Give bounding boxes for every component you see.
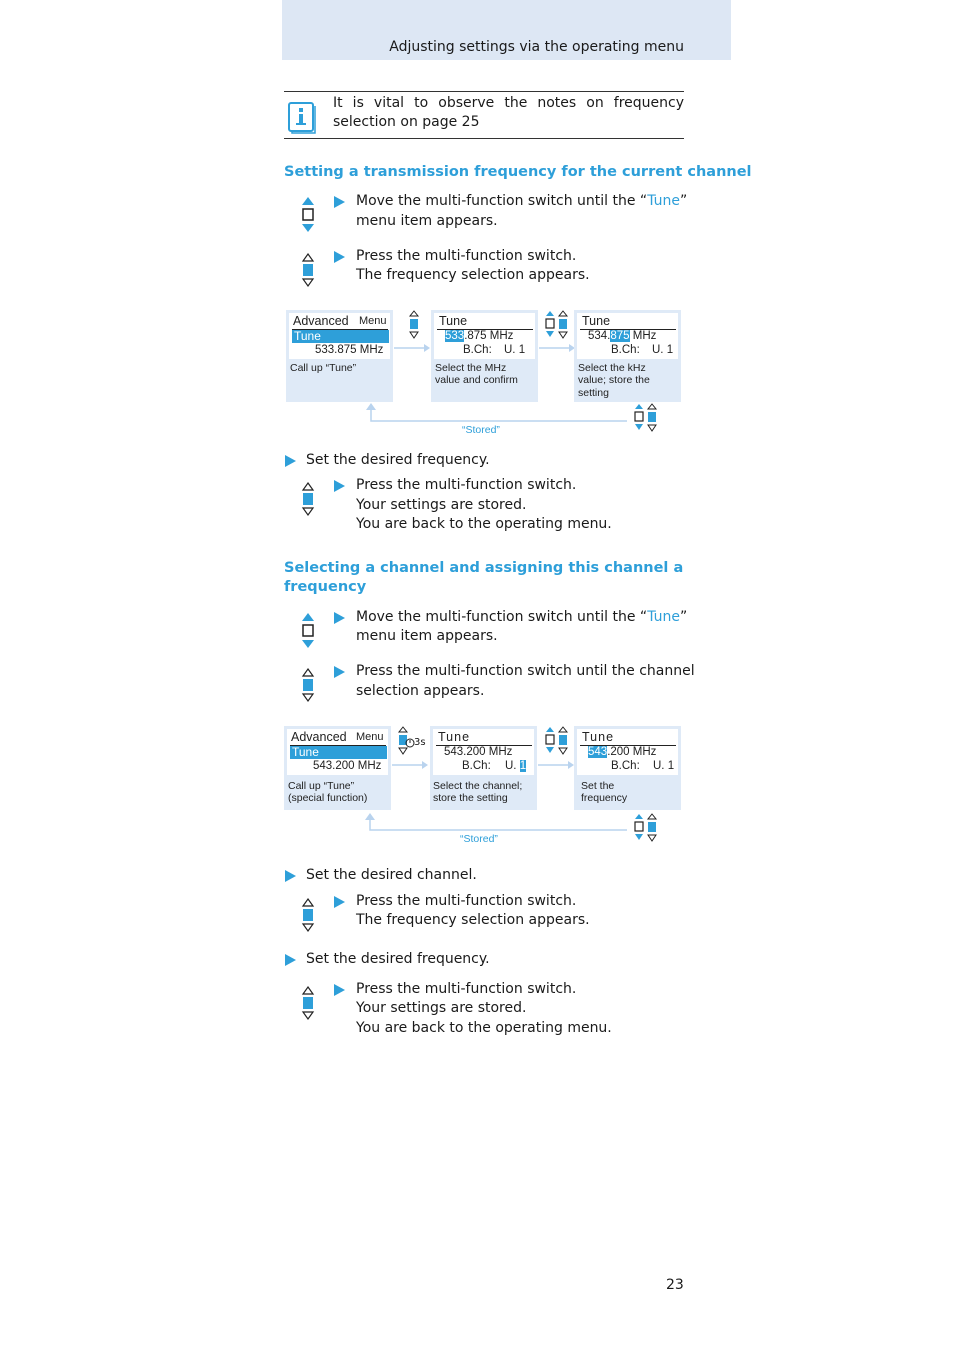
step-text: Move the multi-function switch until the “Tune” (356, 609, 688, 625)
step-arrow-icon (334, 984, 345, 996)
step-text: Your settings are stored. (356, 1000, 527, 1016)
flow-arrow-icon (394, 342, 430, 354)
return-arrow-icon (364, 813, 633, 835)
lcd-display: Tune 534.875 MHz B.Ch: U. 1 (577, 313, 678, 359)
step-arrow-icon (334, 480, 345, 492)
flow-arrow-icon (392, 759, 428, 771)
step-text: You are back to the operating menu. (356, 516, 612, 532)
section-heading: Setting a transmission frequency for the current channel (284, 164, 752, 180)
caption: Select the channel; (433, 780, 523, 792)
header-band (282, 0, 731, 60)
caption: Set the (581, 780, 615, 792)
switch-press-icon (300, 666, 316, 706)
display-panel (431, 310, 538, 402)
step-arrow-icon (334, 196, 345, 208)
step-text: Press the multi-function switch. (356, 893, 577, 909)
switch-press-icon (300, 251, 316, 291)
step-text: Press the multi-function switch. (356, 477, 577, 493)
step-text: menu item appears. (356, 213, 498, 229)
display-panel (574, 726, 681, 810)
step-text: Press the multi-function switch. (356, 248, 577, 264)
caption: value; store the (578, 374, 650, 386)
info-note (284, 91, 684, 139)
switch-press-icon (300, 480, 316, 520)
lcd-display: Tune 543.200 MHz B.Ch: U. 1 (577, 729, 678, 775)
step-text: selection appears. (356, 683, 485, 699)
switch-rotate-press-icon (633, 813, 659, 843)
lcd-display: Tune 543.200 MHz B.Ch: U. 1 (433, 729, 534, 775)
flow-arrow-icon (539, 342, 575, 354)
hold-duration: 3s (414, 737, 426, 748)
header-title: Adjusting settings via the operating menu (389, 39, 684, 55)
display-panel (574, 310, 681, 402)
caption: Call up “Tune” (290, 362, 357, 374)
step-arrow-icon (334, 666, 345, 678)
caption: value and confirm (435, 374, 518, 386)
step-text: Set the desired frequency. (306, 951, 490, 967)
section-heading: Selecting a channel and assigning this channel a (284, 560, 684, 576)
step-text: You are back to the operating menu. (356, 1020, 612, 1036)
caption: (special function) (288, 792, 368, 804)
step-arrow-icon (334, 612, 345, 624)
switch-rotate-press-icon (544, 310, 570, 340)
step-arrow-icon (334, 896, 345, 908)
switch-rotate-press-icon (544, 726, 570, 756)
flow-arrow-icon (538, 759, 574, 771)
caption: Select the MHz (435, 362, 507, 374)
step-text: Press the multi-function switch until the channel (356, 663, 695, 679)
info-book-icon (287, 100, 317, 134)
step-arrow-icon (334, 251, 345, 263)
step-text: Move the multi-function switch until the “Tune” (356, 193, 688, 209)
step-arrow-icon (285, 455, 296, 467)
step-arrow-icon (285, 954, 296, 966)
note-text: It is vital to observe the notes on frequency selection on page 25 (333, 95, 684, 130)
step-text: Your settings are stored. (356, 497, 527, 513)
lcd-display: Tune 533.875 MHz B.Ch: U. 1 (434, 313, 535, 359)
step-text: Set the desired frequency. (306, 452, 490, 468)
step-text: Press the multi-function switch. (356, 981, 577, 997)
caption: store the setting (433, 792, 508, 804)
display-panel (284, 726, 391, 810)
step-text: menu item appears. (356, 628, 498, 644)
step-text: Set the desired channel. (306, 867, 477, 883)
caption: Select the kHz (578, 362, 646, 374)
step-text: The frequency selection appears. (356, 267, 590, 283)
page-number: 23 (666, 1277, 684, 1293)
caption: Call up “Tune” (288, 780, 355, 792)
switch-rotate-press-icon (633, 403, 659, 433)
switch-press-icon (300, 896, 316, 936)
stored-label: “Stored” (460, 833, 498, 845)
caption: setting (578, 387, 609, 399)
lcd-display: Advanced Menu Tune 543.200 MHz (287, 729, 388, 775)
switch-rotate-icon (300, 611, 316, 651)
caption: frequency (581, 792, 628, 804)
section-heading: frequency (284, 579, 367, 595)
display-panel (430, 726, 537, 810)
stored-label: “Stored” (462, 424, 500, 436)
step-arrow-icon (285, 870, 296, 882)
display-panel (286, 310, 393, 402)
step-text: The frequency selection appears. (356, 912, 590, 928)
lcd-display: Advanced Menu Tune 533.875 MHz (289, 313, 390, 359)
switch-press-icon (300, 984, 316, 1024)
switch-rotate-icon (300, 195, 316, 235)
switch-press-icon (408, 310, 420, 340)
return-arrow-icon (365, 403, 633, 425)
